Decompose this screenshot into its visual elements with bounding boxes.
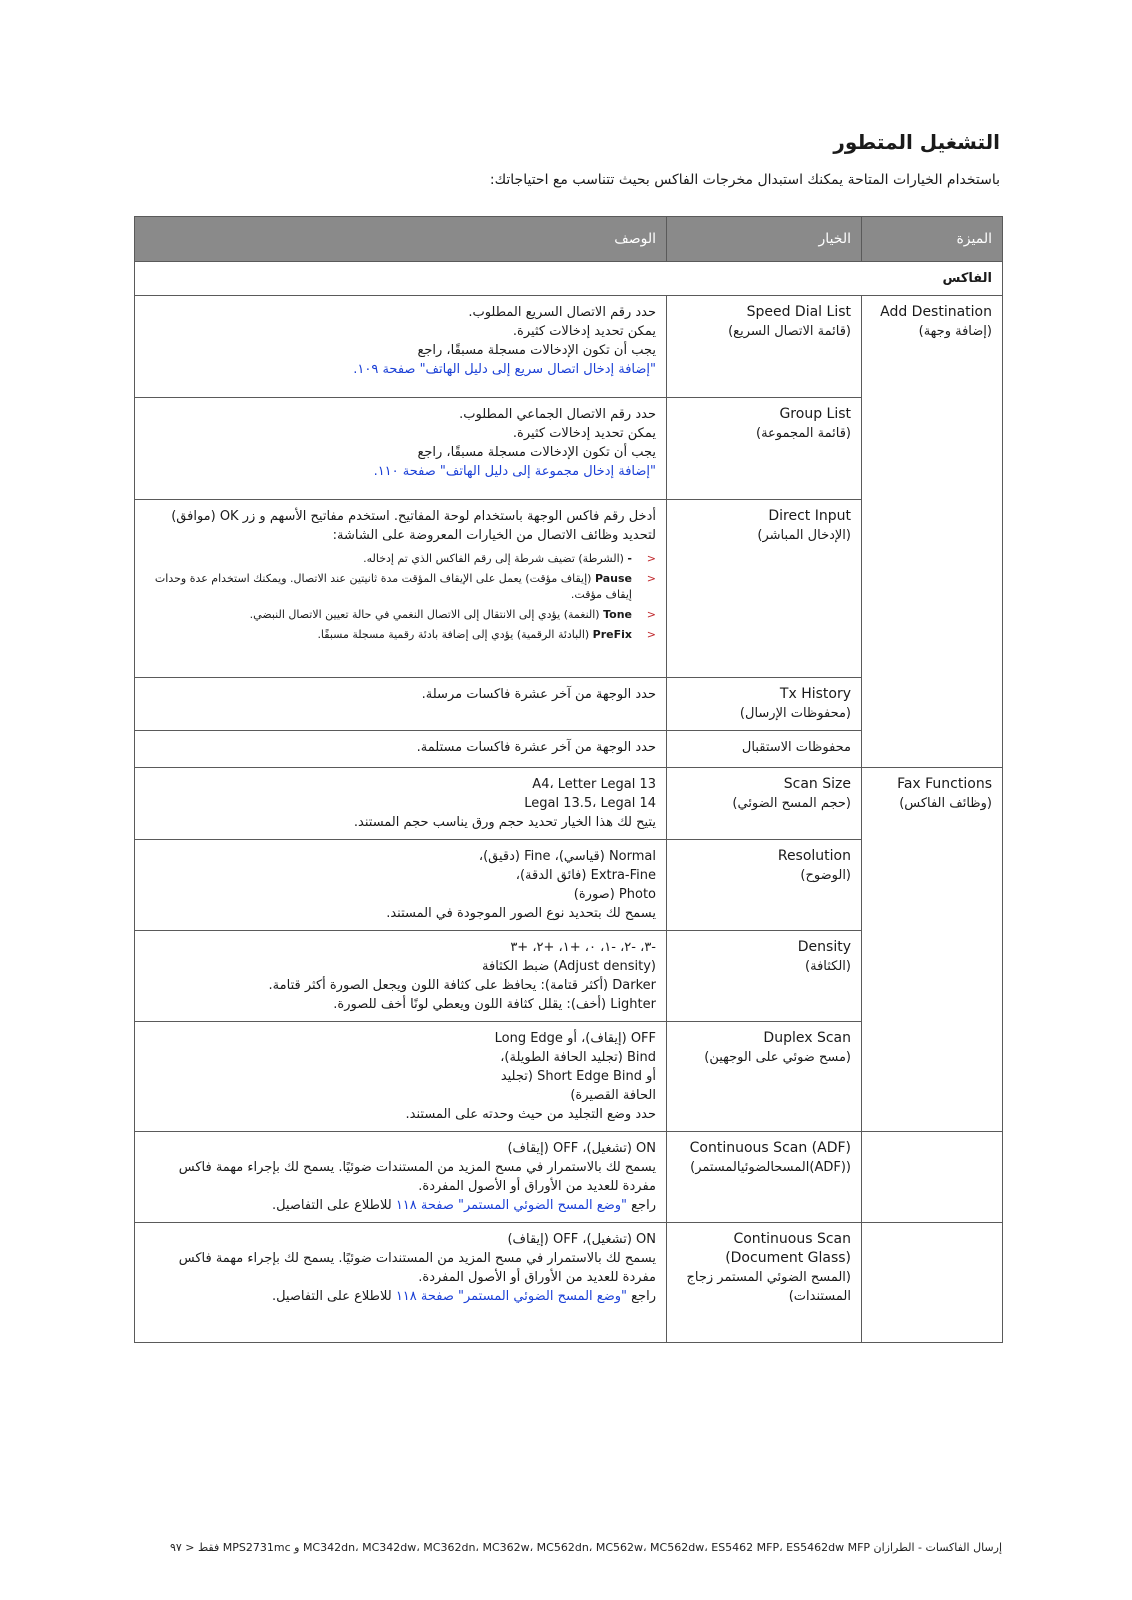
option-en: Continuous Scan (ADF) xyxy=(689,1140,851,1156)
description-cell xyxy=(135,1223,667,1343)
section-label: الفاكس xyxy=(135,262,1003,296)
header-option: الخيار xyxy=(667,217,862,262)
desc-reference xyxy=(145,1287,656,1306)
desc-line: يمكن تحديد إدخالات كثيرة. xyxy=(512,324,656,339)
option-cell xyxy=(667,840,862,931)
header-feature: الميزة xyxy=(862,217,1003,262)
option-value: Bind (تجليد الحافة الطويلة)، xyxy=(500,1050,656,1065)
bullet-text: (الشرطة) تضيف شرطة إلى رقم الفاكس الذي تم إدخاله. xyxy=(363,552,624,565)
bullet-keyword: PreFix xyxy=(592,628,632,641)
option-ar: محفوظات الاستقبال xyxy=(741,740,851,755)
option-ar: (الإدخال المباشر) xyxy=(757,528,851,543)
page-title: التشغيل المتطور xyxy=(833,130,1000,154)
feature-cell xyxy=(862,296,1003,768)
option-value: ON (تشغيل)، OFF (إيقاف) xyxy=(507,1141,656,1156)
description-cell xyxy=(135,931,667,1022)
option-en: Resolution xyxy=(777,848,851,864)
desc-line: حدد وضع التجليد من حيث وحدته على المستند. xyxy=(405,1107,656,1122)
intro-text: باستخدام الخيارات المتاحة يمكنك استبدال مخرجات الفاكس بحيث تتناسب مع احتياجاتك: xyxy=(489,172,1000,188)
option-en: Direct Input xyxy=(768,508,851,524)
option-value: Legal 13.5، Legal 14 xyxy=(524,796,656,811)
desc-note: يجب أن تكون الإدخالات مسجلة مسبقًا، راجع xyxy=(417,343,656,358)
option-en: Density xyxy=(797,939,851,955)
option-ar: (الكثافة) xyxy=(805,959,851,974)
option-value: -٣، -٢، -١، ٠، +١، +٢، +٣ xyxy=(510,940,656,955)
bullet-keyword: Pause xyxy=(594,572,632,585)
desc-line: Darker (أكثر قتامة): يحافظ على كثافة اللون ويجعل الصورة أكثر قتامة. xyxy=(268,978,656,993)
fax-options-table xyxy=(134,216,1003,1343)
table-row xyxy=(135,296,1003,398)
description-cell xyxy=(135,840,667,931)
bullet-marker: < xyxy=(646,572,656,585)
table-row xyxy=(135,1223,1003,1343)
option-ar: (قائمة المجموعة) xyxy=(756,426,851,441)
desc-pre: راجع xyxy=(631,1198,656,1213)
option-cell xyxy=(667,1022,862,1132)
option-value: Photo (صورة) xyxy=(573,887,656,902)
bullet-text: (النغمة) يؤدي إلى الانتقال إلى الاتصال النغمي في حالة تعيين الاتصال النبضي. xyxy=(249,608,600,621)
option-value: OFF (إيقاف)، أو Long Edge xyxy=(494,1031,656,1046)
option-value: ON (تشغيل)، OFF (إيقاف) xyxy=(507,1232,656,1247)
desc-line: يمكن تحديد إدخالات كثيرة. xyxy=(512,426,656,441)
option-ar: (الوضوح) xyxy=(800,868,851,883)
option-en: Tx History xyxy=(779,686,851,702)
cross-reference-link[interactable]: "إضافة إدخال مجموعة إلى دليل الهاتف" صفحة ١١٠. xyxy=(373,464,656,479)
cross-reference-link[interactable]: "وضع المسح الضوئي المستمر" صفحة ١١٨ xyxy=(395,1289,627,1304)
bullet-marker: < xyxy=(646,608,656,621)
feature-cell xyxy=(862,768,1003,1132)
dial-function-list xyxy=(145,551,656,643)
option-ar: (محفوظات الإرسال) xyxy=(739,706,851,721)
bullet-marker: < xyxy=(646,628,656,641)
feature-ar: (وظائف الفاكس) xyxy=(899,796,992,811)
option-en: Speed Dial List xyxy=(746,304,851,320)
feature-cell xyxy=(862,1223,1003,1343)
description-cell xyxy=(135,1022,667,1132)
bullet-marker: < xyxy=(646,552,656,565)
option-en: Scan Size xyxy=(783,776,851,792)
option-cell xyxy=(667,768,862,840)
option-cell xyxy=(667,398,862,500)
feature-cell xyxy=(862,1132,1003,1223)
bullet-keyword: Tone xyxy=(603,608,632,621)
cross-reference-link[interactable]: "إضافة إدخال اتصال سريع إلى دليل الهاتف" صفحة ١٠٩. xyxy=(353,362,656,377)
option-ar: (قائمة الاتصال السريع) xyxy=(728,324,851,339)
option-en: Group List xyxy=(779,406,851,422)
cross-reference-link[interactable]: "وضع المسح الضوئي المستمر" صفحة ١١٨ xyxy=(395,1198,627,1213)
description-cell xyxy=(135,296,667,398)
desc-note: يجب أن تكون الإدخالات مسجلة مسبقًا، راجع xyxy=(417,445,656,460)
table-header-row xyxy=(135,217,1003,262)
bullet-text: (البادئة الرقمية) يؤدي إلى إضافة بادئة رقمية مسجلة مسبقًا. xyxy=(317,628,590,641)
feature-en: Fax Functions xyxy=(897,776,992,792)
list-item xyxy=(145,551,656,567)
option-value: الحافة القصيرة) xyxy=(570,1088,656,1103)
option-ar: (حجم المسح الضوئي) xyxy=(732,796,851,811)
desc-pre: راجع xyxy=(631,1289,656,1304)
description-cell xyxy=(135,731,667,768)
option-cell xyxy=(667,1132,862,1223)
option-cell xyxy=(667,731,862,768)
bullet-keyword: - xyxy=(627,552,632,565)
table-row xyxy=(135,768,1003,840)
option-value: Normal (قياسي)، Fine (دقيق)، xyxy=(478,849,656,864)
desc-line: يسمح لك بتحديد نوع الصور الموجودة في المستند. xyxy=(386,906,656,921)
option-ar: (المسح الضوئي المستمر زجاج المستندات) xyxy=(686,1270,851,1304)
description-cell xyxy=(135,1132,667,1223)
desc-line: Lighter (أخف): يقلل كثافة اللون ويعطي لونًا أخف للصورة. xyxy=(333,997,656,1012)
desc-line: يتيح لك هذا الخيار تحديد حجم ورق يناسب حجم المستند. xyxy=(353,815,656,830)
list-item xyxy=(145,571,656,603)
desc-post: للاطلاع على التفاصيل. xyxy=(271,1198,392,1213)
desc-line: حدد الوجهة من آخر عشرة فاكسات مستلمة. xyxy=(416,740,656,755)
desc-line: حدد رقم الاتصال الجماعي المطلوب. xyxy=(459,407,656,422)
description-cell xyxy=(135,398,667,500)
option-value: أو Short Edge Bind (تجليد xyxy=(500,1069,656,1084)
option-value: Extra-Fine (فائق الدقة)، xyxy=(515,868,656,883)
description-cell xyxy=(135,500,667,678)
desc-line: حدد رقم الاتصال السريع المطلوب. xyxy=(468,305,656,320)
desc-line: يسمح لك بالاستمرار في مسح المزيد من المستندات ضوئيًا. يسمح لك بإجراء مهمة فاكس مفردة للعديد من الأوراق أو الأصول المفردة. xyxy=(178,1160,656,1194)
option-ar: (مسح ضوئي على الوجهين) xyxy=(704,1050,851,1065)
option-cell xyxy=(667,678,862,731)
header-description: الوصف xyxy=(135,217,667,262)
desc-line: (Adjust density) ضبط الكثافة xyxy=(482,959,656,974)
description-cell xyxy=(135,768,667,840)
option-cell xyxy=(667,296,862,398)
list-item xyxy=(145,627,656,643)
option-en: Continuous Scan (Document Glass) xyxy=(725,1231,851,1266)
option-en: Duplex Scan xyxy=(763,1030,851,1046)
option-value: A4، Letter Legal 13 xyxy=(532,777,656,792)
desc-line: أدخل رقم فاكس الوجهة باستخدام لوحة المفاتيح. استخدم مفاتيح الأسهم و زر OK (موافق) لتحديد وظائف الاتصال من الخيارات المعروضة على الشاشة: xyxy=(171,509,656,543)
description-cell xyxy=(135,678,667,731)
feature-en: Add Destination xyxy=(880,304,992,320)
option-cell xyxy=(667,1223,862,1343)
option-cell xyxy=(667,500,862,678)
table-row xyxy=(135,1132,1003,1223)
list-item xyxy=(145,607,656,623)
desc-post: للاطلاع على التفاصيل. xyxy=(271,1289,392,1304)
desc-line: حدد الوجهة من آخر عشرة فاكسات مرسلة. xyxy=(421,687,656,702)
section-row xyxy=(135,262,1003,296)
option-ar: ((ADF)المسحالضوئيالمستمر) xyxy=(690,1160,851,1175)
page-footer: إرسال الفاكسات - الطرازان MC342dn، MC342dw، MC362dn، MC362w، MC562dn، MC562w، MC562dw، ES5462 MFP، ES5462dw MFP و MPS2731mc فقط < ٩٧ xyxy=(169,1541,1002,1554)
bullet-text: (إيقاف مؤقت) يعمل على الإيقاف المؤقت مدة ثانيتين عند الاتصال. ويمكنك استخدام عدة وحدات إيقاف مؤقت. xyxy=(154,572,632,601)
option-cell xyxy=(667,931,862,1022)
feature-ar: (إضافة وجهة) xyxy=(918,324,992,339)
desc-line: يسمح لك بالاستمرار في مسح المزيد من المستندات ضوئيًا. يسمح لك بإجراء مهمة فاكس مفردة للعديد من الأوراق أو الأصول المفردة. xyxy=(178,1251,656,1285)
desc-reference xyxy=(145,1196,656,1215)
